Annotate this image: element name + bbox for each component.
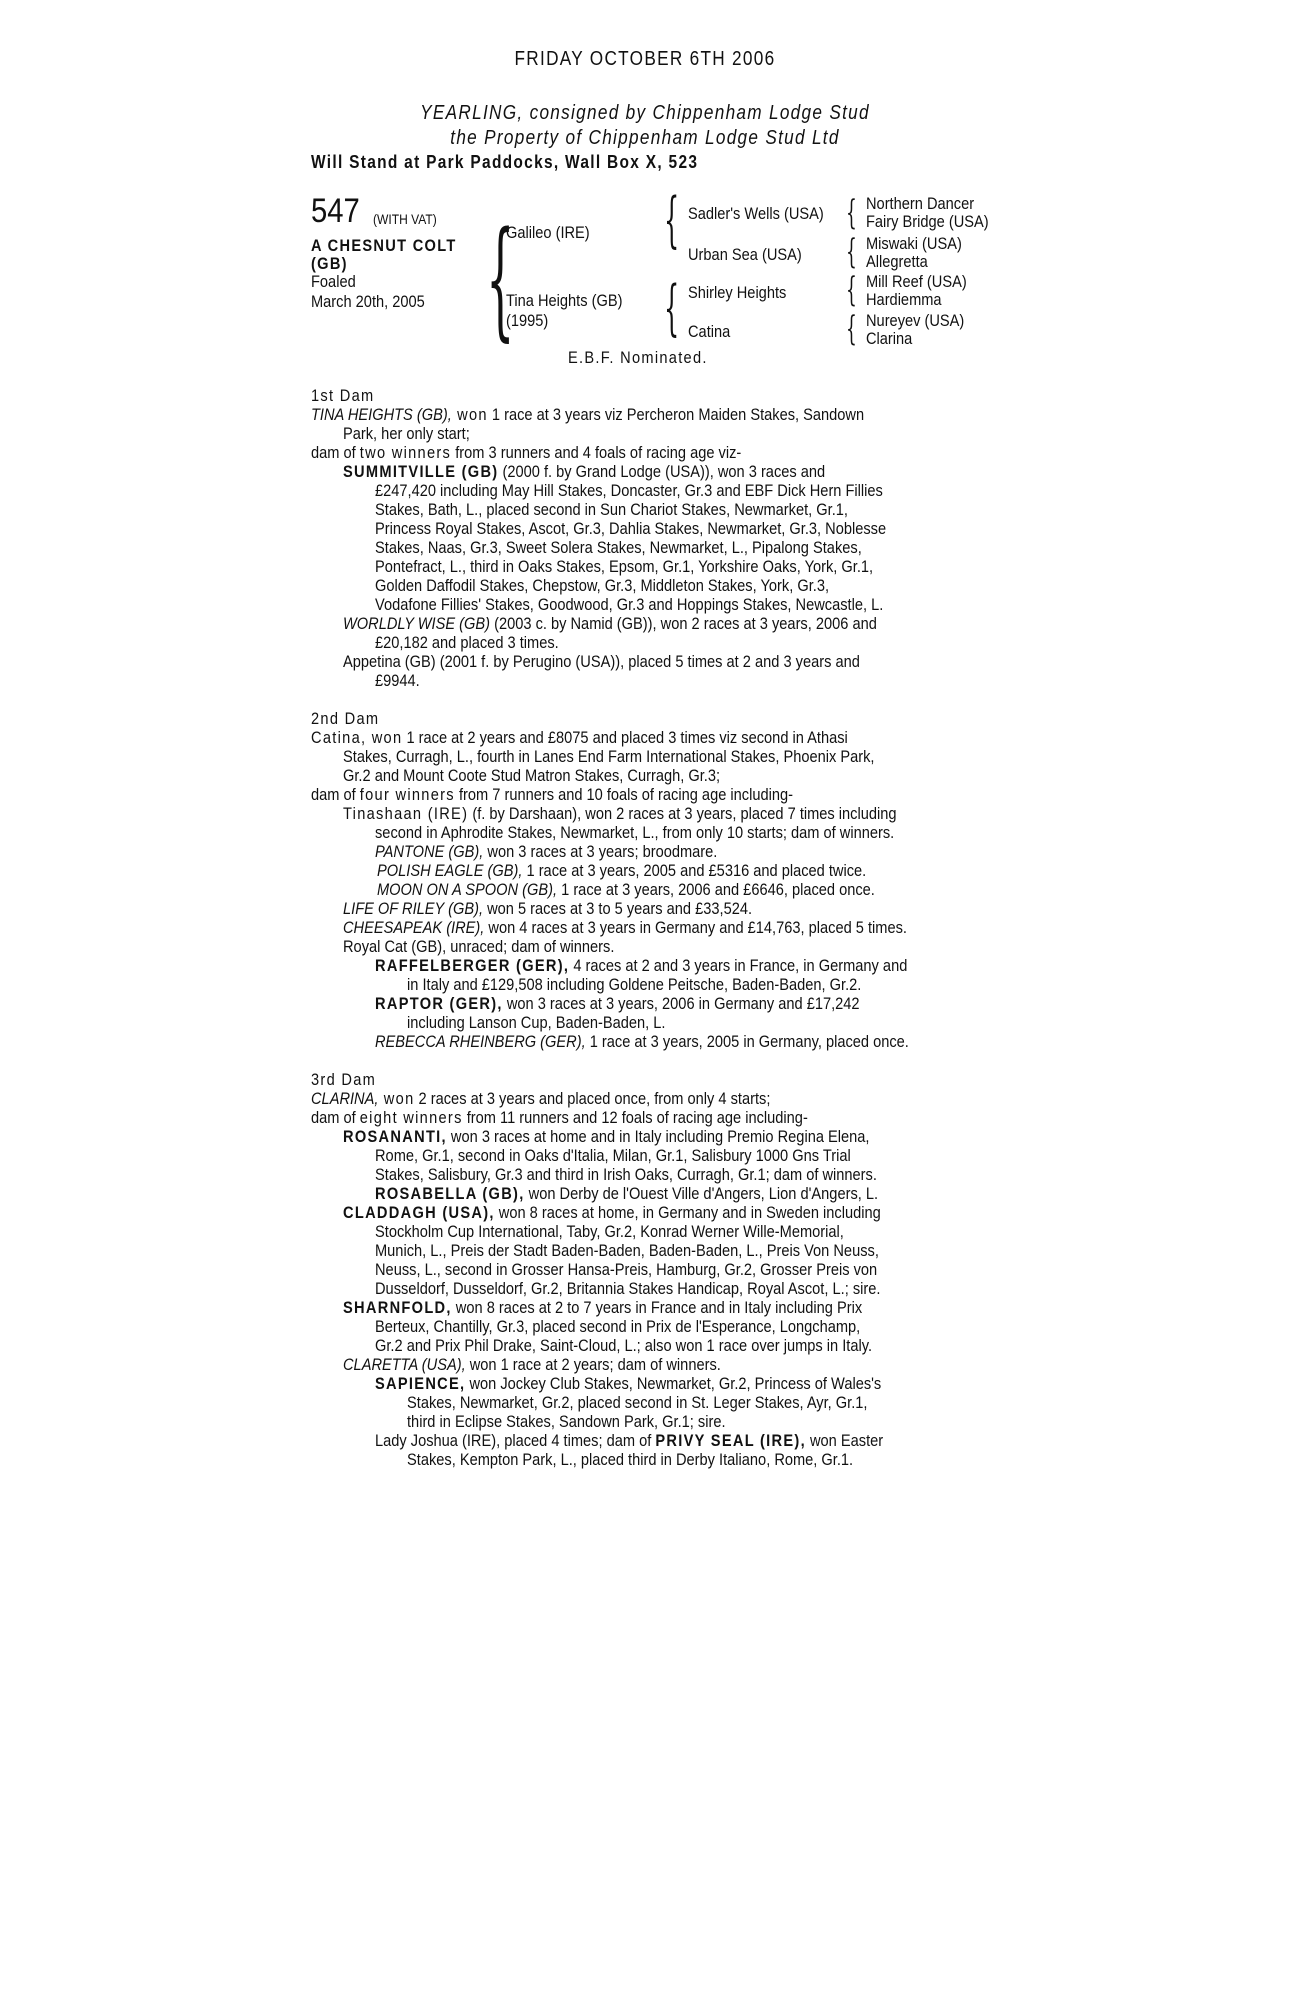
third-dam-line: ROSABELLA (GB), won Derby de l'Ouest Ville d'Angers, Lion d'Angers, L. (375, 1184, 879, 1203)
first-dam-line: £9944. (375, 671, 420, 690)
third-dam-line: dam of eight winners from 11 runners and 12 foals of racing age including- (311, 1108, 808, 1127)
first-dam-line: WORLDLY WISE (GB) (2003 c. by Namid (GB)), won 2 races at 3 years, 2006 and (343, 614, 877, 633)
second-dam-line: Catina, won 1 race at 2 years and £8075 and placed 3 times viz second in Athasi (311, 728, 848, 747)
lot-description: A CHESNUT COLT (311, 236, 457, 255)
third-dam-heading: 3rd Dam (311, 1070, 377, 1089)
pedigree-dds: Nureyev (USA) (866, 311, 965, 330)
second-dam-line: second in Aphrodite Stakes, Newmarket, L., from only 10 starts; dam of winners. (375, 823, 895, 842)
third-dam-line: Lady Joshua (IRE), placed 4 times; dam of PRIVY SEAL (IRE), won Easter (375, 1431, 884, 1450)
second-dam-line: MOON ON A SPOON (GB), 1 race at 3 years, 2006 and £6646, placed once. (377, 880, 875, 899)
pedigree-brace-sire: { (664, 185, 680, 255)
property-line: the Property of Chippenham Lodge Stud Ltd (450, 127, 840, 149)
first-dam-heading: 1st Dam (311, 386, 375, 405)
second-dam-line: in Italy and £129,508 including Goldene Peitsche, Baden-Baden, Gr.2. (407, 975, 862, 994)
first-dam-line: dam of two winners from 3 runners and 4 foals of racing age viz- (311, 443, 742, 462)
pedigree-ss: Sadler's Wells (USA) (688, 204, 824, 223)
first-dam-line: Stakes, Bath, L., placed second in Sun Chariot Stakes, Newmarket, Gr.1, (375, 500, 848, 519)
foaled-label: Foaled (311, 272, 356, 291)
lot-number: 547 (311, 192, 360, 230)
pedigree-ds: Shirley Heights (688, 283, 787, 302)
first-dam-line: Appetina (GB) (2001 f. by Perugino (USA)), placed 5 times at 2 and 3 years and (343, 652, 860, 671)
first-dam-line: Stakes, Naas, Gr.3, Sweet Solera Stakes, Newmarket, L., Pipalong Stakes, (375, 538, 862, 557)
third-dam-line: third in Eclipse Stakes, Sandown Park, Gr.1; sire. (407, 1412, 726, 1431)
second-dam-line: including Lanson Cup, Baden-Baden, L. (407, 1013, 666, 1032)
third-dam-line: ROSANANTI, won 3 races at home and in Italy including Premio Regina Elena, (343, 1127, 870, 1146)
lot-country: (GB) (311, 254, 348, 273)
second-dam-line: dam of four winners from 7 runners and 10 foals of racing age including- (311, 785, 793, 804)
stabling-line: Will Stand at Park Paddocks, Wall Box X, 523 (311, 152, 699, 172)
second-dam-line: CHEESAPEAK (IRE), won 4 races at 3 years in Germany and £14,763, placed 5 times. (343, 918, 907, 937)
pedigree-ddd: Clarina (866, 329, 913, 348)
third-dam-line: Neuss, L., second in Grosser Hansa-Preis, Hamburg, Gr.2, Grosser Preis von (375, 1260, 878, 1279)
pedigree-sd: Urban Sea (USA) (688, 245, 802, 264)
second-dam-line: Stakes, Curragh, L., fourth in Lanes End Farm International Stakes, Phoenix Park, (343, 747, 875, 766)
third-dam-line: Stakes, Newmarket, Gr.2, placed second in St. Leger Stakes, Ayr, Gr.1, (407, 1393, 868, 1412)
pedigree-dam-year: (1995) (506, 311, 549, 330)
pedigree-sss: Northern Dancer (866, 194, 975, 213)
consignor-line: YEARLING, consigned by Chippenham Lodge Stud (420, 102, 870, 124)
third-dam-line: Stakes, Salisbury, Gr.3 and third in Irish Oaks, Curragh, Gr.1; dam of winners. (375, 1165, 877, 1184)
first-dam-line: Princess Royal Stakes, Ascot, Gr.3, Dahlia Stakes, Newmarket, Gr.3, Noblesse (375, 519, 887, 538)
pedigree-dam: Tina Heights (GB) (506, 291, 623, 310)
second-dam-line: REBECCA RHEINBERG (GER), 1 race at 3 years, 2005 in Germany, placed once. (375, 1032, 909, 1051)
first-dam-line: Golden Daffodil Stakes, Chepstow, Gr.3, Middleton Stakes, York, Gr.3, (375, 576, 830, 595)
pedigree-sds: Miswaki (USA) (866, 234, 962, 253)
vat-note: (WITH VAT) (373, 211, 437, 227)
first-dam-line: SUMMITVILLE (GB) (2000 f. by Grand Lodge (USA)), won 3 races and (343, 462, 826, 481)
third-dam-line: CLARETTA (USA), won 1 race at 2 years; dam of winners. (343, 1355, 721, 1374)
pedigree-brace-dd: { (846, 309, 857, 349)
pedigree-brace-main: { (486, 205, 515, 354)
pedigree-dsd: Hardiemma (866, 290, 942, 309)
first-dam-line: Pontefract, L., third in Oaks Stakes, Epsom, Gr.1, Yorkshire Oaks, York, Gr.1, (375, 557, 874, 576)
second-dam-line: Tinashaan (IRE) (f. by Darshaan), won 2 races at 3 years, placed 7 times including (343, 804, 897, 823)
first-dam-line: Vodafone Fillies' Stakes, Goodwood, Gr.3 and Hoppings Stakes, Newcastle, L. (375, 595, 884, 614)
second-dam-heading: 2nd Dam (311, 709, 380, 728)
third-dam-line: Stakes, Kempton Park, L., placed third in Derby Italiano, Rome, Gr.1. (407, 1450, 854, 1469)
third-dam-line: Dusseldorf, Dusseldorf, Gr.2, Britannia Stakes Handicap, Royal Ascot, L.; sire. (375, 1279, 881, 1298)
third-dam-line: Gr.2 and Prix Phil Drake, Saint-Cloud, L.; also won 1 race over jumps in Italy. (375, 1336, 873, 1355)
third-dam-line: CLARINA, won 2 races at 3 years and placed once, from only 4 starts; (311, 1089, 771, 1108)
pedigree-ssd: Fairy Bridge (USA) (866, 212, 989, 231)
pedigree-brace-ss: { (846, 193, 857, 233)
second-dam-line: Gr.2 and Mount Coote Stud Matron Stakes, Curragh, Gr.3; (343, 766, 721, 785)
sale-date: FRIDAY OCTOBER 6TH 2006 (514, 48, 776, 70)
second-dam-line: Royal Cat (GB), unraced; dam of winners. (343, 937, 615, 956)
first-dam-line: Park, her only start; (343, 424, 470, 443)
pedigree-brace-ds: { (846, 270, 857, 310)
pedigree-brace-dam: { (664, 273, 680, 343)
third-dam-line: Munich, L., Preis der Stadt Baden-Baden, Baden-Baden, L., Preis Von Neuss, (375, 1241, 879, 1260)
pedigree-dd: Catina (688, 322, 731, 341)
ebf-note: E.B.F. Nominated. (568, 348, 708, 367)
third-dam-line: CLADDAGH (USA), won 8 races at home, in Germany and in Sweden including (343, 1203, 881, 1222)
pedigree-brace-sd: { (846, 232, 857, 272)
second-dam-line: RAFFELBERGER (GER), 4 races at 2 and 3 years in France, in Germany and (375, 956, 908, 975)
second-dam-line: RAPTOR (GER), won 3 races at 3 years, 2006 in Germany and £17,242 (375, 994, 860, 1013)
third-dam-line: Rome, Gr.1, second in Oaks d'Italia, Milan, Gr.1, Salisbury 1000 Gns Trial (375, 1146, 851, 1165)
pedigree-sdd: Allegretta (866, 252, 928, 271)
pedigree-sire: Galileo (IRE) (506, 223, 590, 242)
second-dam-line: POLISH EAGLE (GB), 1 race at 3 years, 2005 and £5316 and placed twice. (377, 861, 867, 880)
second-dam-line: LIFE OF RILEY (GB), won 5 races at 3 to 5 years and £33,524. (343, 899, 753, 918)
third-dam-line: Stockholm Cup International, Taby, Gr.2, Konrad Werner Wille-Memorial, (375, 1222, 844, 1241)
second-dam-line: PANTONE (GB), won 3 races at 3 years; broodmare. (375, 842, 718, 861)
foaled-date: March 20th, 2005 (311, 292, 425, 311)
first-dam-line: £247,420 including May Hill Stakes, Doncaster, Gr.3 and EBF Dick Hern Fillies (375, 481, 883, 500)
third-dam-line: SAPIENCE, won Jockey Club Stakes, Newmarket, Gr.2, Princess of Wales's (375, 1374, 882, 1393)
third-dam-line: Berteux, Chantilly, Gr.3, placed second in Prix de l'Esperance, Longchamp, (375, 1317, 861, 1336)
first-dam-line: £20,182 and placed 3 times. (375, 633, 559, 652)
pedigree-dss: Mill Reef (USA) (866, 272, 967, 291)
third-dam-line: SHARNFOLD, won 8 races at 2 to 7 years in France and in Italy including Prix (343, 1298, 863, 1317)
first-dam-line: TINA HEIGHTS (GB), won 1 race at 3 years viz Percheron Maiden Stakes, Sandown (311, 405, 865, 424)
